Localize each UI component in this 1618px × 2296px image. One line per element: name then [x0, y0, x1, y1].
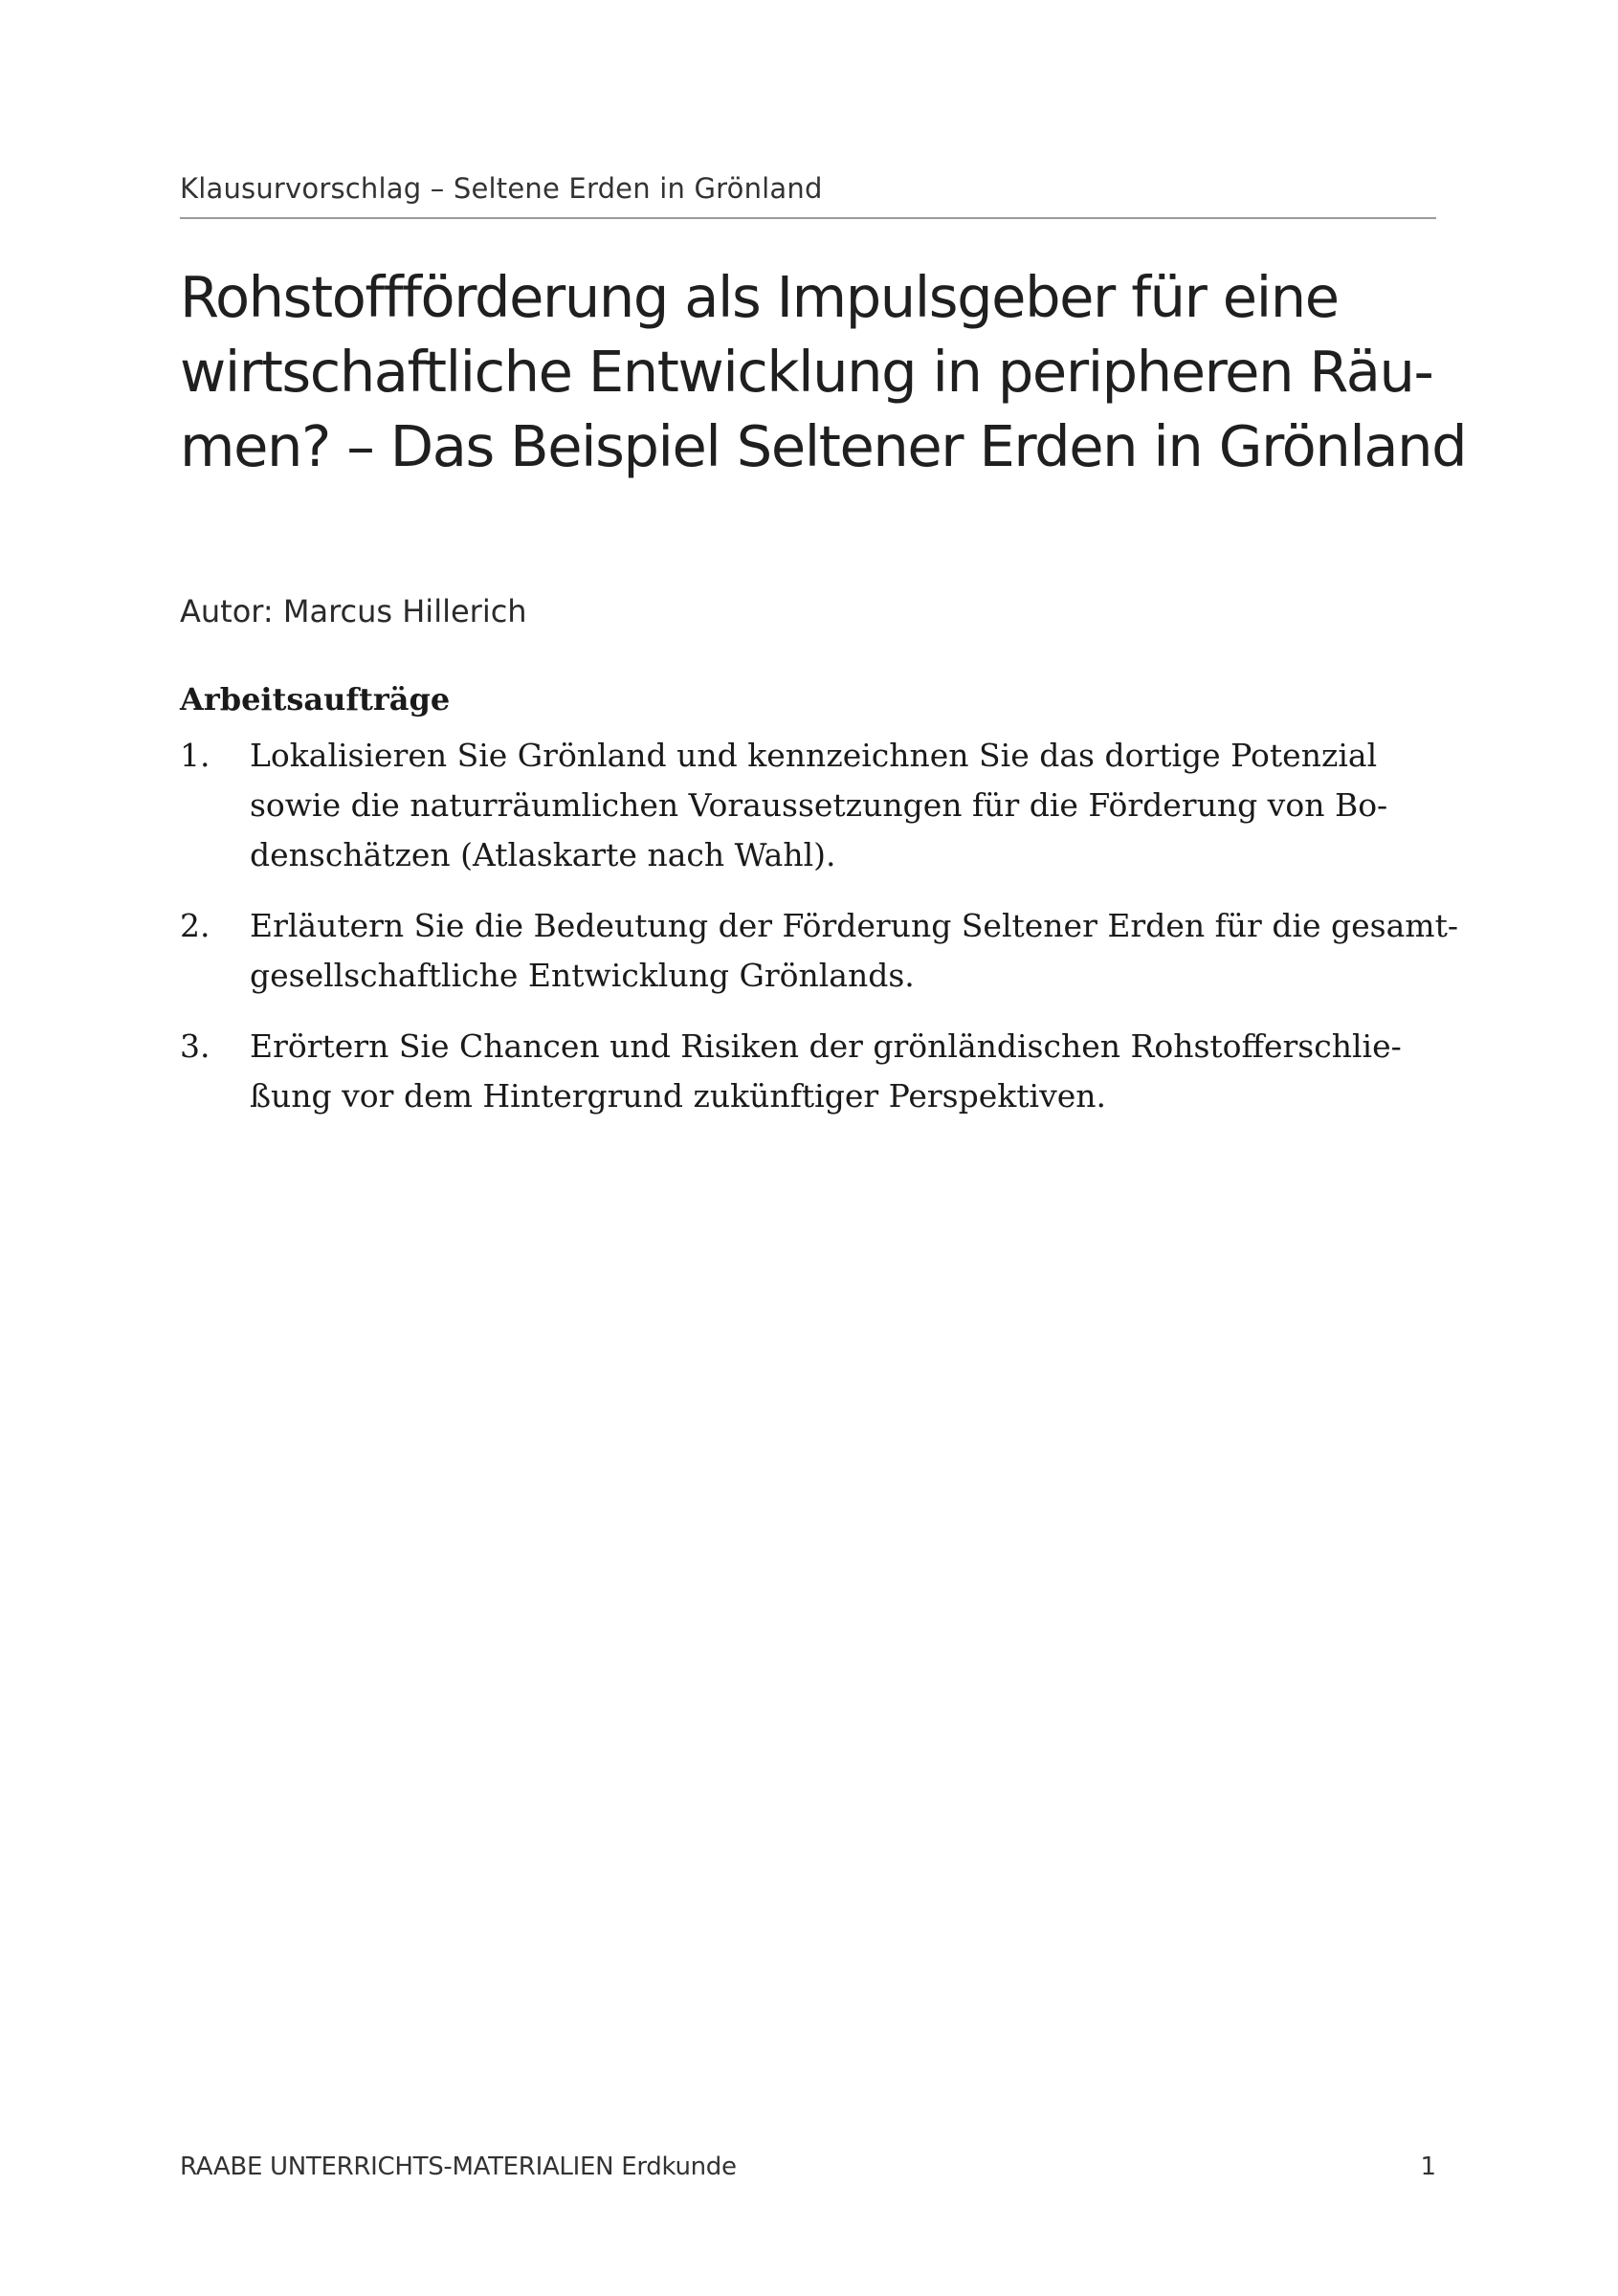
task-item	[180, 1022, 1436, 1121]
task-line: Lokalisieren Sie Grönland und kennzeichnen Sie das dortige Potenzial	[250, 737, 1378, 774]
tasks-heading: Arbeitsaufträge	[180, 681, 451, 718]
running-header: Klausurvorschlag – Seltene Erden in Grönland	[180, 172, 823, 205]
task-text	[250, 1022, 1436, 1121]
task-item	[180, 901, 1458, 1001]
task-line: Erörtern Sie Chancen und Risiken der grönländischen Rohstofferschlie-	[250, 1027, 1402, 1065]
title-line: men? – Das Beispiel Seltener Erden in Grönland	[180, 413, 1467, 479]
task-item	[180, 731, 1436, 880]
task-text	[250, 901, 1458, 1001]
task-line: Erläutern Sie die Bedeutung der Förderung Seltener Erden für die gesamt-	[250, 907, 1458, 944]
title-line: Rohstoffförderung als Impulsgeber für eine	[180, 264, 1339, 330]
footer-publisher: RAABE UNTERRICHTS-MATERIALIEN Erdkunde	[180, 2152, 737, 2181]
task-number: 2.	[180, 907, 211, 944]
task-line: gesellschaftliche Entwicklung Grönlands.	[250, 957, 915, 994]
document-title	[180, 260, 1467, 484]
task-line: sowie die naturräumlichen Voraussetzungen für die Förderung von Bo-	[250, 786, 1388, 824]
task-number: 3.	[180, 1027, 211, 1065]
header-divider	[180, 217, 1436, 219]
task-list	[180, 731, 1458, 1142]
page-number: 1	[1420, 2152, 1436, 2181]
title-line: wirtschaftliche Entwicklung in peripheren Räu-	[180, 339, 1433, 405]
task-number: 1.	[180, 737, 211, 774]
task-line: ßung vor dem Hintergrund zukünftiger Perspektiven.	[250, 1077, 1106, 1115]
task-line: denschätzen (Atlaskarte nach Wahl).	[250, 836, 836, 873]
task-text	[250, 731, 1436, 880]
author-line: Autor: Marcus Hillerich	[180, 593, 527, 629]
